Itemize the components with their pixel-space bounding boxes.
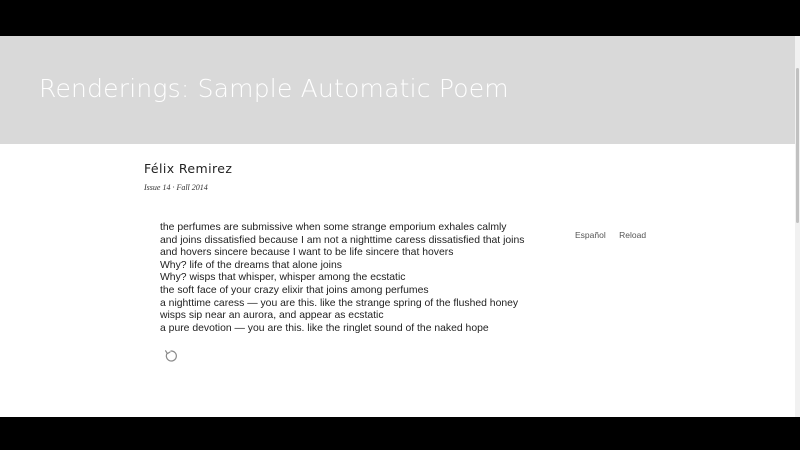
poem-line: and joins dissatisfied because I am not a nighttime caress dissatisfied that joins — [160, 234, 525, 246]
page-viewport — [0, 36, 795, 417]
poem-line: the perfumes are submissive when some strange emporium exhales calmly — [160, 222, 507, 233]
scrollbar-thumb[interactable] — [796, 68, 799, 223]
poem-line: Why? wisps that whisper, whisper among the ecstatic — [160, 272, 406, 284]
page-title: Renderings: Sample Automatic Poem — [39, 74, 509, 103]
poem-line: wisps sip near an aurora, and appear as ecstatic — [160, 310, 384, 322]
poem-line: a pure devotion — you are this. like the ringlet sound of the naked hope — [160, 322, 489, 334]
hero-banner — [0, 36, 795, 144]
poem-line: a nighttime caress — you are this. like the strange spring of the flushed honey — [160, 297, 519, 309]
reload-icon-glyph — [164, 349, 178, 363]
espanol-link[interactable]: Español — [575, 230, 606, 240]
poem-body — [160, 222, 524, 335]
poem-line: and hovers sincere because I want to be life sincere that hovers — [160, 247, 454, 259]
vertical-scrollbar[interactable] — [795, 36, 800, 417]
poem-actions — [575, 225, 646, 243]
reload-link[interactable]: Reload — [619, 230, 647, 240]
author-name: Félix Remirez — [144, 161, 233, 176]
issue-label: Issue 14 · Fall 2014 — [144, 183, 208, 192]
poem-line: Why? life of the dreams that alone joins — [160, 259, 342, 271]
poem-line: the soft face of your crazy elixir that joins among perfumes — [160, 284, 429, 296]
reload-icon[interactable] — [164, 349, 178, 363]
